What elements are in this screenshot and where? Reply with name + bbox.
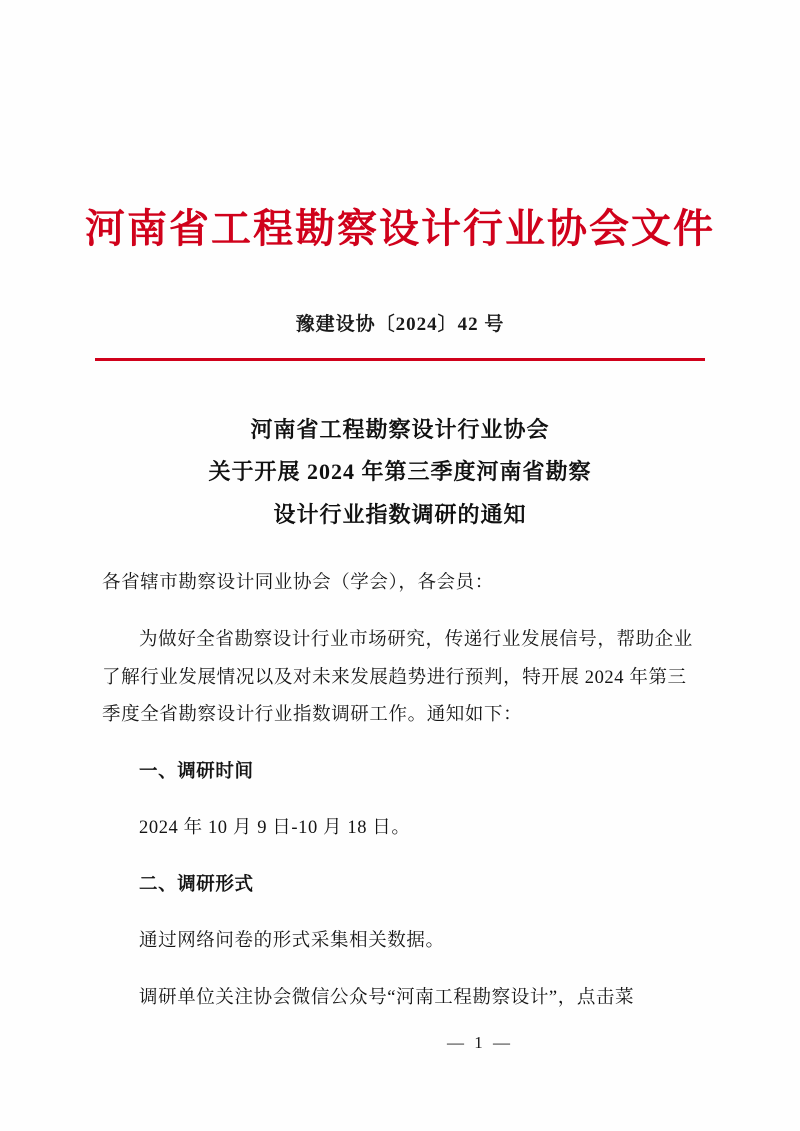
document-number: 豫建设协〔2024〕42 号 <box>295 314 505 335</box>
document-body <box>102 565 698 1017</box>
document-header <box>0 0 800 253</box>
page-number: — 1 — <box>447 1033 513 1052</box>
salutation: 各省辖市勘察设计同业协会（学会），各会员： <box>102 573 494 594</box>
section-one-body: 2024 年 10 月 9 日-10 月 18 日。 <box>139 818 411 839</box>
red-divider-rule <box>95 358 705 361</box>
section-two-body-second: 调研单位关注协会微信公众号“河南工程勘察设计”，点击菜 <box>139 987 635 1008</box>
subject-line-3: 设计行业指数调研的通知 <box>273 502 527 528</box>
subject-line-2: 关于开展 2024 年第三季度河南省勘察 <box>208 459 592 485</box>
intro-paragraph: 为做好全省勘察设计行业市场研究，传递行业发展信号，帮助企业了解行业发展情况以及对未来发展趋势进行预判，特开展 2024 年第三季度全省勘察设计行业指数调研工作。通知如下： <box>102 629 693 726</box>
document-subject <box>0 409 800 538</box>
section-one-title: 一、调研时间 <box>139 761 254 782</box>
section-two-title: 二、调研形式 <box>139 874 254 895</box>
organization-title: 河南省工程勘察设计行业协会文件 <box>85 205 715 252</box>
subject-line-1: 河南省工程勘察设计行业协会 <box>250 416 550 442</box>
section-two-body-first: 通过网络问卷的形式采集相关数据。 <box>139 931 445 952</box>
